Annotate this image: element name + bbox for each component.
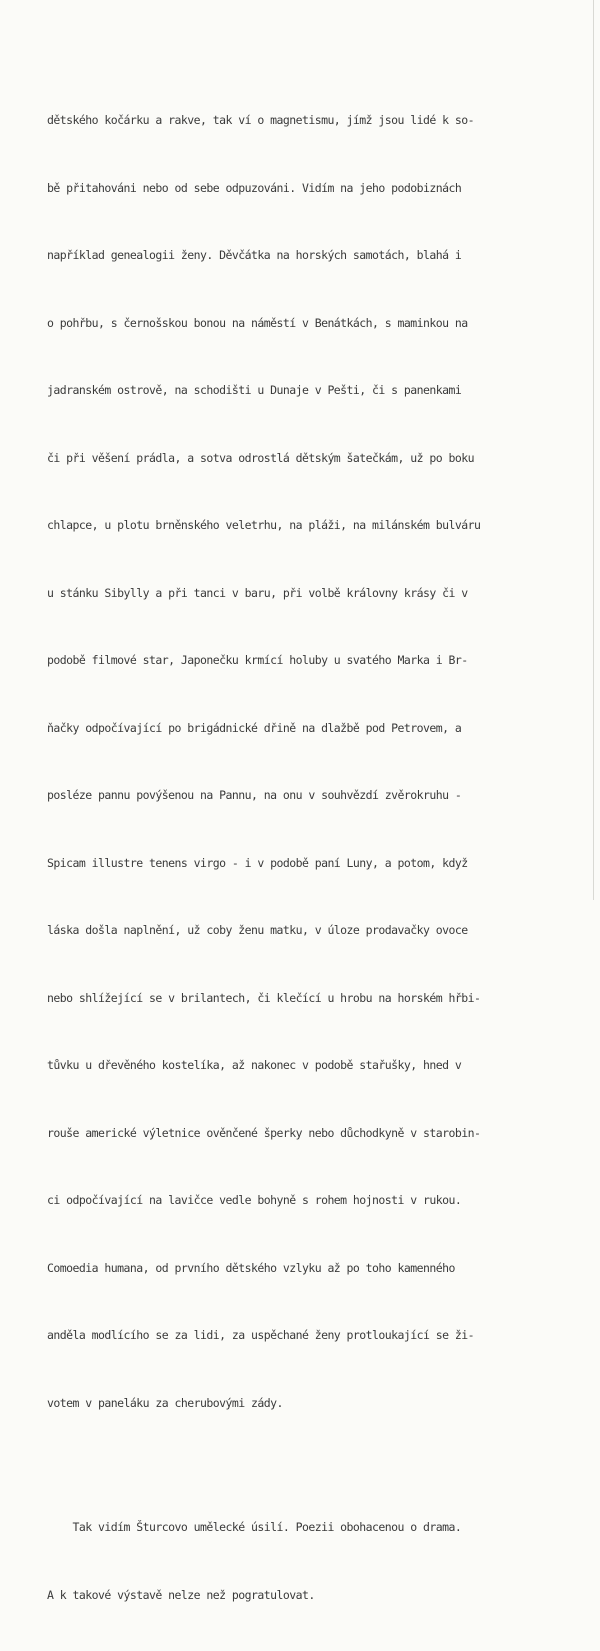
text-line: o pohřbu, s černošskou bonou na náměstí v Benátkách, s maminkou na bbox=[47, 315, 468, 330]
text-line: u stánku Sibylly a při tanci v baru, při volbě královny krásy či v bbox=[47, 585, 468, 600]
typed-text bbox=[47, 64, 600, 1651]
text-line: votem v paneláku za cherubovými zády. bbox=[47, 1395, 283, 1410]
text-line: bě přitahováni nebo od sebe odpuzováni. Vidím na jeho podobiznách bbox=[47, 180, 462, 195]
text-line: tůvku u dřevěného kostelíka, až nakonec v podobě stařušky, hned v bbox=[47, 1058, 462, 1072]
text-line: nebo shlížející se v brilantech, či klečící u hrobu na horském hřbi- bbox=[47, 990, 481, 1005]
text-line: ci odpočívající na lavičce vedle bohyně s rohem hojnosti v rukou. bbox=[47, 1193, 462, 1207]
text-line: či při věšení prádla, a sotva odrostlá dětským šatečkám, už po boku bbox=[47, 450, 475, 465]
text-line: rouše americké výletnice ověnčené šperky nebo důchodkyně v starobin- bbox=[47, 1125, 481, 1140]
text-line: A k takové výstavě nelze než pogratulovat. bbox=[47, 1587, 315, 1602]
text-line: Spicam illustre tenens virgo - i v podobě paní Luny, a potom, když bbox=[47, 855, 468, 870]
text-line: Comoedia humana, od prvního dětského vzlyku až po toho kamenného bbox=[47, 1260, 455, 1275]
text-line: láska došla naplnění, už coby ženu matku, v úloze prodavačky ovoce bbox=[47, 923, 468, 937]
paragraph-gap bbox=[47, 1459, 600, 1471]
text-line: chlapce, u plotu brněnského veletrhu, na pláži, na milánském bulváru bbox=[47, 518, 481, 532]
text-line: ňačky odpočívající po brigádnické dřině na dlažbě pod Petrovem, a bbox=[47, 720, 462, 735]
text-line: podobě filmové star, Japonečku krmící holuby u svatého Marka i Br- bbox=[47, 653, 468, 667]
text-line: dětského kočárku a rakve, tak ví o magnetismu, jímž jsou lidé k so- bbox=[47, 113, 475, 127]
text-line: anděla modlícího se za lidi, za uspěchané ženy protloukající se ži- bbox=[47, 1328, 475, 1342]
text-line: Tak vidím Šturcovo umělecké úsilí. Poezii obohacenou o drama. bbox=[47, 1520, 462, 1534]
text-line: jadranském ostrově, na schodišti u Dunaje v Pešti, či s panenkami bbox=[47, 383, 462, 397]
text-line: posléze pannu povýšenou na Pannu, na onu v souhvězdí zvěrokruhu - bbox=[47, 788, 462, 802]
text-line: například genealogii ženy. Děvčátka na horských samotách, blahá i bbox=[47, 248, 462, 262]
